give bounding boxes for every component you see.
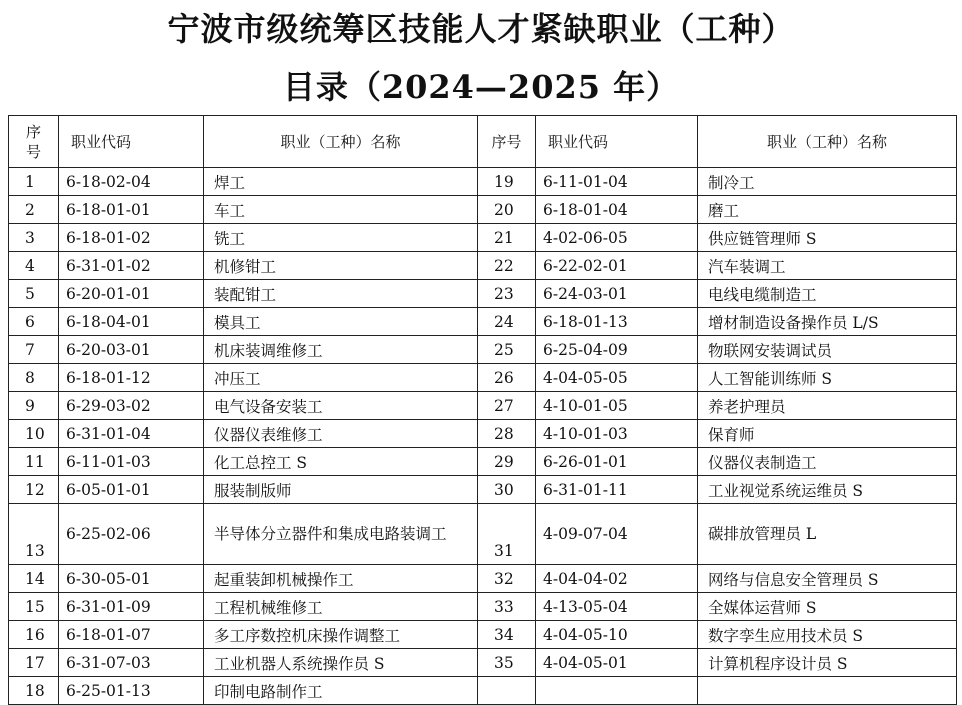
occupation-name: 增材制造设备操作员 L/S [698, 308, 957, 336]
table-row [9, 476, 957, 504]
occupation-name: 制冷工 [698, 168, 957, 196]
table-row [9, 308, 957, 336]
occupation-code: 6-25-04-09 [536, 336, 698, 364]
row-number: 21 [478, 224, 536, 252]
occupation-name: 电气设备安装工 [204, 392, 478, 420]
table-row [9, 392, 957, 420]
table-row [9, 504, 957, 565]
row-number: 26 [478, 364, 536, 392]
occupation-name: 模具工 [204, 308, 478, 336]
occupation-code: 6-25-01-13 [59, 677, 204, 705]
row-number: 27 [478, 392, 536, 420]
row-number: 29 [478, 448, 536, 476]
occupation-name: 多工序数控机床操作调整工 [204, 621, 478, 649]
table-header-row [9, 116, 957, 168]
occupation-code: 4-04-05-05 [536, 364, 698, 392]
row-number: 11 [9, 448, 59, 476]
table-row [9, 649, 957, 677]
occupation-name: 电线电缆制造工 [698, 280, 957, 308]
occupation-name: 印制电路制作工 [204, 677, 478, 705]
occupation-code: 6-18-01-12 [59, 364, 204, 392]
occupation-name: 数字孪生应用技术员 S [698, 621, 957, 649]
row-number: 17 [9, 649, 59, 677]
row-number: 28 [478, 420, 536, 448]
occupation-code: 6-25-02-06 [59, 504, 204, 565]
occupation-name: 服装制版师 [204, 476, 478, 504]
occupation-code: 4-13-05-04 [536, 593, 698, 621]
row-number: 4 [9, 252, 59, 280]
document-title-line2: 目录（2024—2025 年） [282, 68, 680, 106]
row-number: 13 [9, 504, 59, 565]
occupation-code: 6-11-01-04 [536, 168, 698, 196]
occupation-code: 4-04-05-01 [536, 649, 698, 677]
table-row [9, 420, 957, 448]
occupation-name: 冲压工 [204, 364, 478, 392]
occupation-name: 仪器仪表维修工 [204, 420, 478, 448]
row-number: 10 [9, 420, 59, 448]
occupation-name: 装配钳工 [204, 280, 478, 308]
row-number: 8 [9, 364, 59, 392]
occupation-code: 6-31-01-11 [536, 476, 698, 504]
occupation-name: 仪器仪表制造工 [698, 448, 957, 476]
occupation-name: 化工总控工 S [204, 448, 478, 476]
row-number: 24 [478, 308, 536, 336]
table-row [9, 448, 957, 476]
occupation-name: 起重装卸机械操作工 [204, 565, 478, 593]
occupation-name: 保育师 [698, 420, 957, 448]
occupation-name: 工业视觉系统运维员 S [698, 476, 957, 504]
table-row [9, 280, 957, 308]
occupation-name: 工程机械维修工 [204, 593, 478, 621]
table-row [9, 621, 957, 649]
header-name-right: 职业（工种）名称 [698, 116, 957, 168]
row-number: 1 [9, 168, 59, 196]
occupation-code: 6-18-01-01 [59, 196, 204, 224]
occupation-name: 机床装调维修工 [204, 336, 478, 364]
row-number: 19 [478, 168, 536, 196]
table-row [9, 336, 957, 364]
occupation-name: 铣工 [204, 224, 478, 252]
occupation-code: 6-18-01-13 [536, 308, 698, 336]
occupation-code: 6-05-01-01 [59, 476, 204, 504]
occupation-code: 6-24-03-01 [536, 280, 698, 308]
occupation-name: 物联网安装调试员 [698, 336, 957, 364]
occupation-code: 6-20-01-01 [59, 280, 204, 308]
header-code-right: 职业代码 [536, 116, 698, 168]
header-seq-left: 序 号 [9, 116, 59, 168]
occupation-code: 6-22-02-01 [536, 252, 698, 280]
occupation-name: 工业机器人系统操作员 S [204, 649, 478, 677]
occupation-name: 半导体分立器件和集成电路装调工 [204, 504, 478, 565]
occupation-name: 供应链管理师 S [698, 224, 957, 252]
table-row [9, 168, 957, 196]
table-row [9, 565, 957, 593]
occupation-name: 机修钳工 [204, 252, 478, 280]
occupation-name: 养老护理员 [698, 392, 957, 420]
table-row [9, 364, 957, 392]
table-row [9, 196, 957, 224]
row-number: 14 [9, 565, 59, 593]
row-number: 15 [9, 593, 59, 621]
row-number: 2 [9, 196, 59, 224]
occupation-code: 4-10-01-05 [536, 392, 698, 420]
occupation-code: 4-04-05-10 [536, 621, 698, 649]
occupation-name: 焊工 [204, 168, 478, 196]
row-number: 34 [478, 621, 536, 649]
row-number: 25 [478, 336, 536, 364]
occupation-code: 6-18-01-07 [59, 621, 204, 649]
row-number: 35 [478, 649, 536, 677]
occupation-code: 6-18-04-01 [59, 308, 204, 336]
occupation-code: 6-18-01-02 [59, 224, 204, 252]
document-title-line1: 宁波市级统筹区技能人才紧缺职业（工种） [167, 10, 795, 48]
row-number: 6 [9, 308, 59, 336]
occupation-name: 车工 [204, 196, 478, 224]
occupation-code: 6-20-03-01 [59, 336, 204, 364]
occupation-name: 网络与信息安全管理员 S [698, 565, 957, 593]
row-number: 9 [9, 392, 59, 420]
occupation-code: 6-31-01-04 [59, 420, 204, 448]
occupation-code: 6-31-01-02 [59, 252, 204, 280]
header-seq-right: 序号 [478, 116, 536, 168]
occupation-name: 全媒体运营师 S [698, 593, 957, 621]
table-row [9, 677, 957, 705]
occupation-code: 6-30-05-01 [59, 565, 204, 593]
occupation-code: 6-29-03-02 [59, 392, 204, 420]
row-number: 3 [9, 224, 59, 252]
row-number: 5 [9, 280, 59, 308]
row-number: 33 [478, 593, 536, 621]
row-number: 12 [9, 476, 59, 504]
occupation-name: 碳排放管理员 L [698, 504, 957, 565]
occupation-code: 4-04-04-02 [536, 565, 698, 593]
occupation-name: 计算机程序设计员 S [698, 649, 957, 677]
occupation-code: 4-09-07-04 [536, 504, 698, 565]
occupation-name: 汽车装调工 [698, 252, 957, 280]
table-row [9, 252, 957, 280]
row-number: 7 [9, 336, 59, 364]
occupation-name: 磨工 [698, 196, 957, 224]
occupation-code: 6-31-01-09 [59, 593, 204, 621]
occupation-code: 4-02-06-05 [536, 224, 698, 252]
row-number: 31 [478, 504, 536, 565]
row-number: 18 [9, 677, 59, 705]
row-number: 16 [9, 621, 59, 649]
row-number: 20 [478, 196, 536, 224]
occupation-code: 6-18-02-04 [59, 168, 204, 196]
header-code-left: 职业代码 [59, 116, 204, 168]
table-row [9, 224, 957, 252]
occupation-code: 6-11-01-03 [59, 448, 204, 476]
occupation-code: 6-26-01-01 [536, 448, 698, 476]
occupation-code: 6-31-07-03 [59, 649, 204, 677]
occupation-name [698, 677, 957, 705]
row-number: 22 [478, 252, 536, 280]
row-number [478, 677, 536, 705]
row-number: 23 [478, 280, 536, 308]
occupation-table [8, 115, 957, 705]
table-row [9, 593, 957, 621]
occupation-code: 6-18-01-04 [536, 196, 698, 224]
header-name-left: 职业（工种）名称 [204, 116, 478, 168]
occupation-code: 4-10-01-03 [536, 420, 698, 448]
row-number: 30 [478, 476, 536, 504]
occupation-name: 人工智能训练师 S [698, 364, 957, 392]
row-number: 32 [478, 565, 536, 593]
occupation-code [536, 677, 698, 705]
